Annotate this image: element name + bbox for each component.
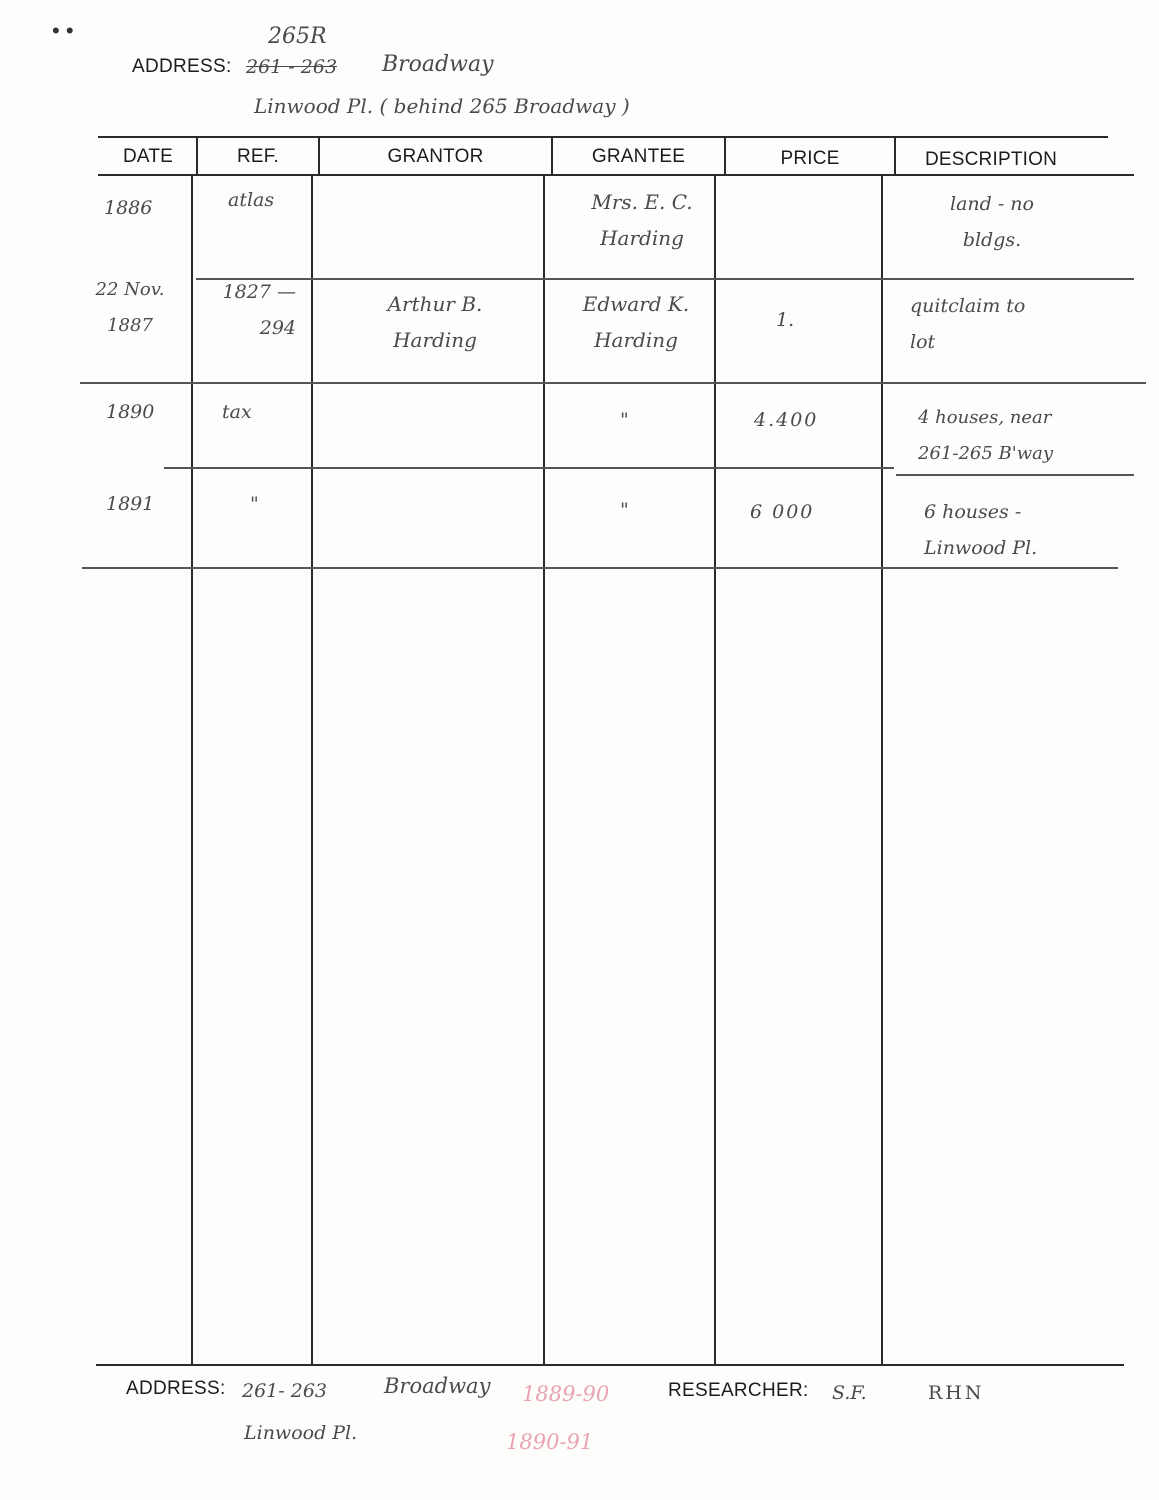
cell-ref: " <box>250 493 259 515</box>
header-bottom-rule <box>98 174 1134 176</box>
cell-grantee: " <box>620 409 629 431</box>
cell-price: 1. <box>776 309 795 331</box>
row-divider <box>80 382 1146 384</box>
address-street: Broadway <box>382 52 494 77</box>
cell-grantor: Arthur B. Harding <box>387 292 483 352</box>
footer-address-line2: Linwood Pl. <box>244 1422 358 1444</box>
table-bottom-rule <box>96 1364 1124 1366</box>
address-line2: Linwood Pl. ( behind 265 Broadway ) <box>254 94 630 118</box>
column-header-date: DATE <box>122 146 174 167</box>
row-divider <box>82 567 1118 569</box>
footer-address-label: ADDRESS: <box>126 1378 226 1399</box>
row-divider <box>196 278 1134 280</box>
column-header-grantor: GRANTOR <box>387 146 484 167</box>
cell-price: 6 000 <box>750 501 815 523</box>
row-divider <box>896 474 1134 476</box>
table-top-rule <box>98 136 1108 138</box>
col-divider <box>191 174 193 1366</box>
column-header-ref: REF. <box>237 146 279 167</box>
cell-description: 6 houses - Linwood Pl. <box>924 501 1038 559</box>
researcher-initials: RHN <box>928 1382 985 1404</box>
column-header-description: DESCRIPTION <box>924 149 1058 170</box>
cell-price: 4.400 <box>754 409 819 431</box>
col-divider <box>311 174 313 1366</box>
cell-description: land - no bldgs. <box>950 193 1034 251</box>
researcher-initials: S.F. <box>832 1382 867 1404</box>
column-header-price: PRICE <box>780 148 840 169</box>
address-label: ADDRESS: <box>132 56 232 77</box>
cell-grantee: Edward K. Harding <box>582 292 690 352</box>
address-struck-number: 261 - 263 <box>246 56 338 78</box>
footer-address-value: 261- 263 <box>242 1380 327 1402</box>
footer-address-street: Broadway <box>384 1374 491 1398</box>
address-correction: 265R <box>268 24 327 49</box>
cell-ref: tax <box>222 401 252 423</box>
cell-ref: 1827 — 294 <box>222 281 296 339</box>
cell-grantee: Mrs. E. C. Harding <box>591 190 693 250</box>
col-divider <box>881 174 883 1366</box>
cell-date: 1886 <box>104 197 153 219</box>
cell-description: 4 houses, near 261-265 B'way <box>918 407 1053 464</box>
footer-year-range: 1890-91 <box>506 1430 594 1454</box>
footer-year-range: 1889-90 <box>522 1382 610 1406</box>
col-divider <box>543 174 545 1366</box>
cell-grantee: " <box>620 499 629 521</box>
cell-date: 1891 <box>106 493 155 515</box>
column-header-grantee: GRANTEE <box>591 146 686 167</box>
corner-mark: • • <box>52 18 74 43</box>
cell-description: quitclaim to lot <box>910 295 1026 353</box>
cell-ref: atlas <box>228 189 275 211</box>
researcher-label: RESEARCHER: <box>668 1380 809 1401</box>
cell-date: 1890 <box>106 401 155 423</box>
cell-date: 22 Nov. 1887 <box>95 279 165 336</box>
row-divider <box>164 467 894 469</box>
